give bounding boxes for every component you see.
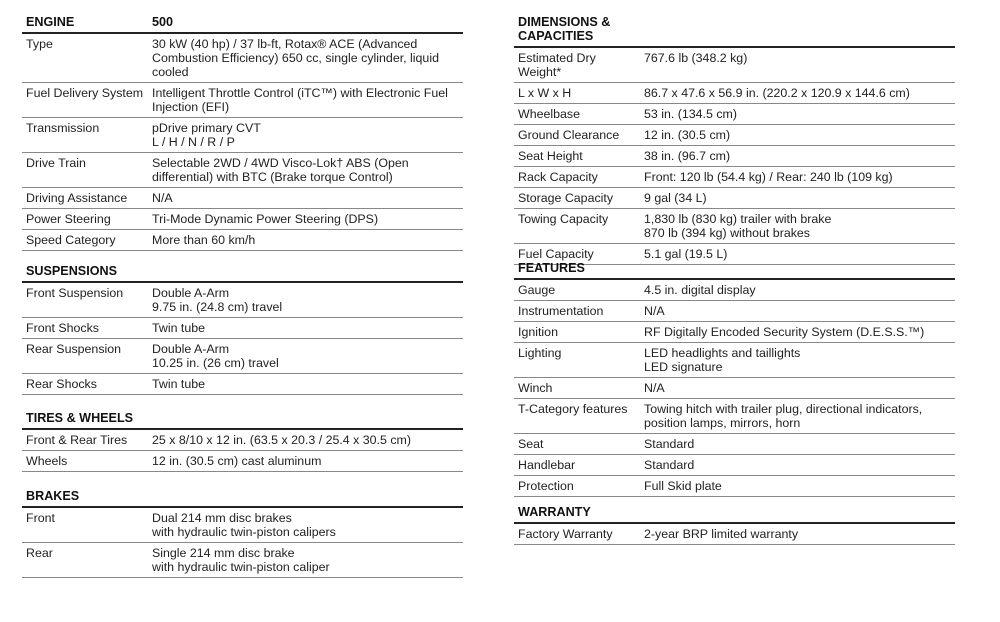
spec-row [514, 301, 955, 322]
spec-label: Seat [518, 437, 544, 451]
spec-row [22, 209, 463, 230]
spec-row [514, 146, 955, 167]
spec-value: 5.1 gal (19.5 L) [644, 247, 728, 261]
spec-row [514, 167, 955, 188]
spec-row [22, 83, 463, 118]
spec-value: More than 60 km/h [152, 233, 256, 247]
section-brakes [22, 489, 463, 578]
section-title: TIRES & WHEELS [26, 411, 134, 425]
section-tires-wheels [22, 411, 463, 472]
section-suspensions [22, 264, 463, 395]
spec-value: Selectable 2WD / 4WD Visco-Lok† ABS (Open differential) with BTC (Brake torque Control) [152, 156, 409, 184]
spec-value: Standard [644, 437, 695, 451]
spec-value: 12 in. (30.5 cm) cast aluminum [152, 454, 322, 468]
spec-row [22, 430, 463, 451]
spec-label: Winch [518, 381, 553, 395]
spec-row [514, 399, 955, 434]
spec-label: Front Shocks [26, 321, 99, 335]
spec-label: Lighting [518, 346, 562, 360]
spec-label: Rear Suspension [26, 342, 122, 356]
spec-value: Front: 120 lb (54.4 kg) / Rear: 240 lb (109 kg) [644, 170, 893, 184]
section-warranty [514, 505, 955, 545]
section-features [514, 261, 955, 497]
spec-value: Intelligent Throttle Control (iTC™) with Electronic Fuel Injection (EFI) [152, 86, 448, 114]
spec-label: Front Suspension [26, 286, 124, 300]
spec-value: Twin tube [152, 321, 206, 335]
spec-label: Fuel Capacity [518, 247, 594, 261]
spec-value: Double A-Arm 10.25 in. (26 cm) travel [152, 342, 279, 370]
spec-value: 4.5 in. digital display [644, 283, 756, 297]
section-title: SUSPENSIONS [26, 264, 117, 278]
spec-label: Storage Capacity [518, 191, 614, 205]
section-title: ENGINE [26, 15, 75, 29]
spec-label: Handlebar [518, 458, 576, 472]
spec-value: 30 kW (40 hp) / 37 lb-ft, Rotax® ACE (Advanced Combustion Efficiency) 650 cc, single cylinder, liquid cooled [152, 37, 439, 79]
spec-value: 38 in. (96.7 cm) [644, 149, 731, 163]
spec-row [22, 374, 463, 395]
section-header [22, 15, 463, 34]
spec-label: T-Category features [518, 402, 628, 416]
spec-row [514, 125, 955, 146]
spec-value: RF Digitally Encoded Security System (D.E.S.S.™) [644, 325, 925, 339]
spec-label: Ground Clearance [518, 128, 620, 142]
spec-value: 767.6 lb (348.2 kg) [644, 51, 748, 65]
spec-value: 25 x 8/10 x 12 in. (63.5 x 20.3 / 25.4 x 30.5 cm) [152, 433, 411, 447]
spec-value: Towing hitch with trailer plug, directional indicators, position lamps, mirrors, horn [644, 402, 923, 430]
spec-label: Driving Assistance [26, 191, 128, 205]
spec-label: Type [26, 37, 53, 51]
spec-value: Twin tube [152, 377, 206, 391]
spec-row [514, 48, 955, 83]
spec-label: Drive Train [26, 156, 86, 170]
section-subtitle: 500 [152, 15, 174, 29]
section-header [514, 15, 955, 48]
spec-row [514, 343, 955, 378]
spec-value: N/A [644, 304, 665, 318]
spec-row [22, 543, 463, 578]
spec-label: Transmission [26, 121, 100, 135]
spec-label: Front & Rear Tires [26, 433, 128, 447]
spec-label: Rear Shocks [26, 377, 97, 391]
spec-row [514, 104, 955, 125]
spec-value: N/A [152, 191, 173, 205]
spec-label: Fuel Delivery System [26, 86, 144, 100]
section-title: FEATURES [518, 261, 585, 275]
spec-row [22, 339, 463, 374]
spec-value: 9 gal (34 L) [644, 191, 707, 205]
spec-row [22, 34, 463, 83]
section-header [22, 489, 463, 508]
spec-value: 53 in. (134.5 cm) [644, 107, 737, 121]
spec-row [22, 451, 463, 472]
spec-row [514, 280, 955, 301]
spec-row [22, 230, 463, 251]
spec-row [22, 153, 463, 188]
section-title: BRAKES [26, 489, 80, 503]
spec-value: N/A [644, 381, 665, 395]
spec-row [22, 188, 463, 209]
section-title: DIMENSIONS & CAPACITIES [518, 15, 611, 43]
spec-label: Ignition [518, 325, 558, 339]
spec-value: Full Skid plate [644, 479, 722, 493]
spec-label: Factory Warranty [518, 527, 613, 541]
section-header [22, 411, 463, 430]
spec-value: pDrive primary CVT L / H / N / R / P [152, 121, 261, 149]
spec-row [514, 434, 955, 455]
spec-value: LED headlights and taillights LED signature [644, 346, 801, 374]
section-header [514, 261, 955, 280]
section-engine [22, 15, 463, 251]
spec-label: Estimated Dry Weight* [518, 51, 596, 79]
spec-row [514, 83, 955, 104]
spec-value: 12 in. (30.5 cm) [644, 128, 731, 142]
spec-row [514, 455, 955, 476]
spec-row [22, 508, 463, 543]
spec-row [514, 188, 955, 209]
spec-label: Speed Category [26, 233, 116, 247]
spec-value: Double A-Arm 9.75 in. (24.8 cm) travel [152, 286, 283, 314]
section-header [22, 264, 463, 283]
section-title: WARRANTY [518, 505, 591, 519]
spec-label: Front [26, 511, 55, 525]
spec-label: Instrumentation [518, 304, 604, 318]
spec-label: Wheels [26, 454, 68, 468]
spec-label: Towing Capacity [518, 212, 609, 226]
spec-label: L x W x H [518, 86, 572, 100]
spec-row [514, 209, 955, 244]
spec-label: Rear [26, 546, 53, 560]
spec-value: Dual 214 mm disc brakes with hydraulic twin-piston calipers [152, 511, 336, 539]
spec-row [514, 322, 955, 343]
spec-label: Gauge [518, 283, 556, 297]
spec-label: Power Steering [26, 212, 111, 226]
spec-row [514, 476, 955, 497]
spec-row [514, 378, 955, 399]
spec-row [22, 318, 463, 339]
section-dimensions-capacities [514, 15, 955, 265]
spec-label: Wheelbase [518, 107, 580, 121]
spec-value: Tri-Mode Dynamic Power Steering (DPS) [152, 212, 379, 226]
spec-label: Seat Height [518, 149, 583, 163]
spec-value: 86.7 x 47.6 x 56.9 in. (220.2 x 120.9 x 144.6 cm) [644, 86, 910, 100]
spec-label: Rack Capacity [518, 170, 598, 184]
spec-row [22, 118, 463, 153]
spec-value: Single 214 mm disc brake with hydraulic twin-piston caliper [152, 546, 330, 574]
spec-value: 2-year BRP limited warranty [644, 527, 799, 541]
spec-value: Standard [644, 458, 695, 472]
section-header [514, 505, 955, 524]
spec-row [22, 283, 463, 318]
spec-value: 1,830 lb (830 kg) trailer with brake 870 lb (394 kg) without brakes [644, 212, 832, 240]
spec-label: Protection [518, 479, 574, 493]
spec-row [514, 524, 955, 545]
